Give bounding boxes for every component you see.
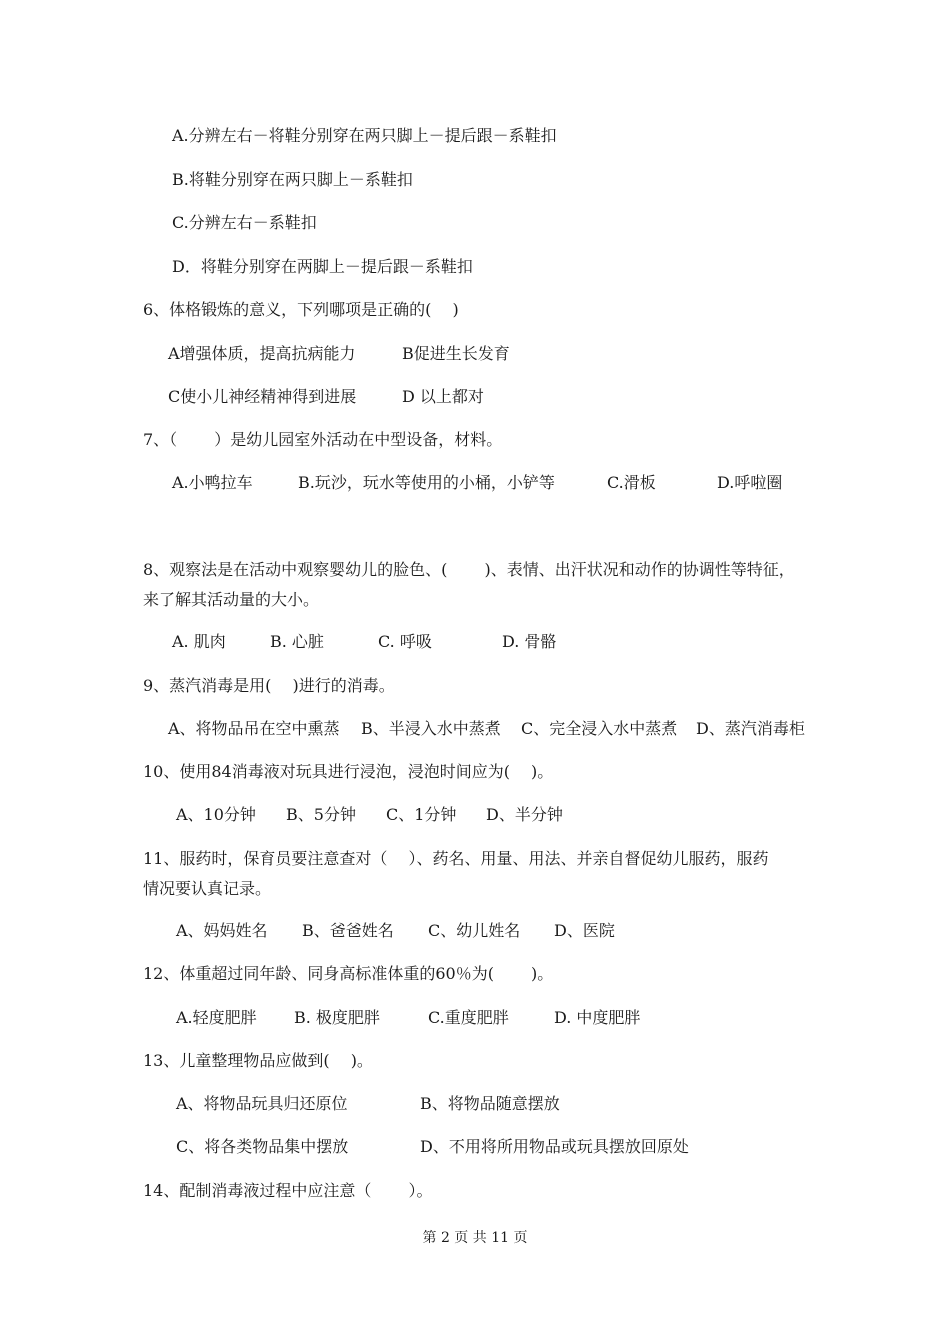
q9-question: 9、蒸汽消毒是用( )进行的消毒。 bbox=[143, 676, 395, 695]
q7-option-a: A.小鸭拉车 bbox=[172, 473, 253, 492]
q6-option-b: B促进生长发育 bbox=[402, 344, 510, 363]
q11-option-b: B、爸爸姓名 bbox=[302, 921, 394, 940]
q12-option-c: C.重度肥胖 bbox=[428, 1008, 509, 1027]
q6-option-d: D 以上都对 bbox=[402, 387, 484, 406]
q8-option-b: B. 心脏 bbox=[270, 632, 324, 651]
q13-option-c: C、将各类物品集中摆放 bbox=[176, 1137, 349, 1156]
q10-option-d: D、半分钟 bbox=[486, 805, 563, 824]
q11-option-a: A、妈妈姓名 bbox=[176, 921, 268, 940]
q9-option-d: D、蒸汽消毒柜 bbox=[696, 719, 805, 738]
q13-option-d: D、不用将所用物品或玩具摆放回原处 bbox=[420, 1137, 689, 1156]
q8-question-line2: 来了解其活动量的大小。 bbox=[143, 590, 320, 609]
q8-option-c: C. 呼吸 bbox=[378, 632, 432, 651]
q9-option-b: B、半浸入水中蒸煮 bbox=[361, 719, 501, 738]
q11-question-line2: 情况要认真记录。 bbox=[143, 879, 272, 898]
q12-option-d: D. 中度肥胖 bbox=[554, 1008, 641, 1027]
q14-question: 14、配制消毒液过程中应注意（ ）。 bbox=[143, 1181, 433, 1200]
q11-option-d: D、医院 bbox=[554, 921, 615, 940]
q6-option-a: A增强体质，提高抗病能力 bbox=[168, 344, 356, 363]
q12-question: 12、体重超过同年龄、同身高标准体重的60％为( )。 bbox=[143, 964, 554, 983]
q6-option-c: C使小儿神经精神得到进展 bbox=[168, 387, 357, 406]
q10-option-c: C、1分钟 bbox=[386, 805, 457, 824]
q9-option-c: C、完全浸入水中蒸煮 bbox=[521, 719, 678, 738]
q13-option-a: A、将物品玩具归还原位 bbox=[176, 1094, 348, 1113]
q8-option-d: D. 骨骼 bbox=[502, 632, 557, 651]
q11-question-line1: 11、服药时，保育员要注意查对（ ）、药名、用量、用法、并亲自督促幼儿服药，服药 bbox=[143, 849, 769, 868]
q8-option-a: A. 肌肉 bbox=[172, 632, 226, 651]
q5-option-b: B.将鞋分别穿在两只脚上－系鞋扣 bbox=[172, 170, 413, 189]
q5-option-d: D．将鞋分别穿在两脚上－提后跟－系鞋扣 bbox=[172, 257, 473, 276]
q7-option-c: C.滑板 bbox=[607, 473, 656, 492]
q11-option-c: C、幼儿姓名 bbox=[428, 921, 521, 940]
q13-option-b: B、将物品随意摆放 bbox=[420, 1094, 560, 1113]
q7-question: 7、（ ）是幼儿园室外活动在中型设备，材料。 bbox=[143, 430, 503, 449]
q12-option-b: B. 极度肥胖 bbox=[294, 1008, 380, 1027]
q6-question: 6、体格锻炼的意义，下列哪项是正确的( ) bbox=[143, 300, 459, 319]
q12-option-a: A.轻度肥胖 bbox=[176, 1008, 257, 1027]
q9-option-a: A、将物品吊在空中熏蒸 bbox=[168, 719, 340, 738]
q5-option-a: A.分辨左右－将鞋分别穿在两只脚上－提后跟－系鞋扣 bbox=[172, 126, 557, 145]
q10-option-a: A、10分钟 bbox=[176, 805, 256, 824]
q10-question: 10、使用84消毒液对玩具进行浸泡，浸泡时间应为( )。 bbox=[143, 762, 554, 781]
q7-option-b: B.玩沙，玩水等使用的小桶，小铲等 bbox=[298, 473, 555, 492]
q7-option-d: D.呼啦圈 bbox=[717, 473, 783, 492]
page-footer: 第 2 页 共 11 页 bbox=[422, 1230, 528, 1246]
q8-question-line1: 8、观察法是在活动中观察婴幼儿的脸色、( )、表情、出汗状况和动作的协调性等特征， bbox=[143, 560, 795, 579]
q5-option-c: C.分辨左右－系鞋扣 bbox=[172, 213, 317, 232]
q13-question: 13、儿童整理物品应做到( )。 bbox=[143, 1051, 373, 1070]
q10-option-b: B、5分钟 bbox=[286, 805, 356, 824]
